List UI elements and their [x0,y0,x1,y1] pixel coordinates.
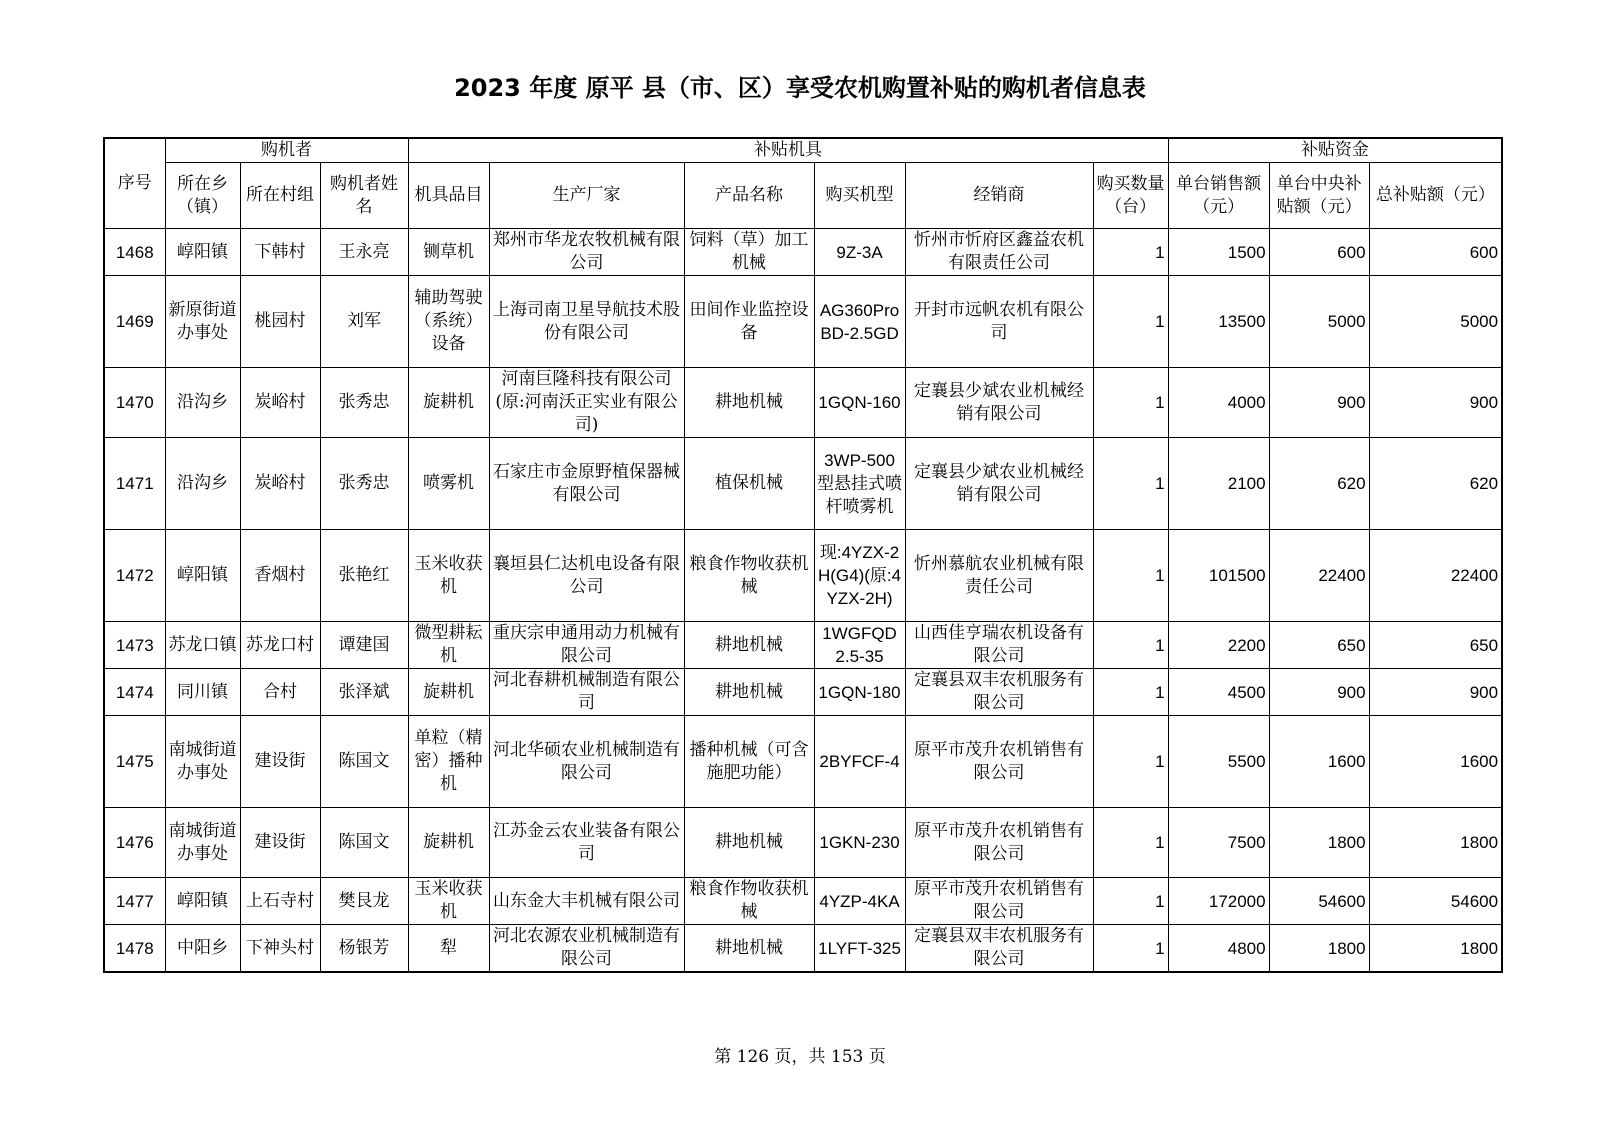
cell-maker: 河北华硕农业机械制造有限公司 [489,716,684,808]
cell-seq: 1473 [104,622,165,669]
cell-maker: 郑州市华龙农牧机械有限公司 [489,229,684,276]
cell-dealer: 原平市茂升农机销售有限公司 [905,808,1093,878]
cell-maker: 河南巨隆科技有限公司(原:河南沃正实业有限公司) [489,368,684,438]
cell-qty: 1 [1093,276,1168,368]
header-name: 购机者姓名 [320,163,408,229]
cell-maker: 重庆宗申通用动力机械有限公司 [489,622,684,669]
cell-name: 陈国文 [320,808,408,878]
cell-total: 650 [1369,622,1502,669]
header-price: 单台销售额（元） [1168,163,1269,229]
cell-total: 600 [1369,229,1502,276]
cell-model: 1GQN-160 [814,368,905,438]
cell-dealer: 忻州慕航农业机械有限责任公司 [905,530,1093,622]
cell-village: 下韩村 [240,229,320,276]
cell-product: 耕地机械 [684,622,814,669]
header-product: 产品名称 [684,163,814,229]
cell-maker: 河北农源农业机械制造有限公司 [489,925,684,973]
cell-name: 张艳红 [320,530,408,622]
cell-seq: 1468 [104,229,165,276]
cell-total: 620 [1369,438,1502,530]
cell-central: 900 [1269,669,1369,716]
header-town: 所在乡（镇） [165,163,240,229]
group-fund: 补贴资金 [1168,138,1502,163]
cell-village: 下神头村 [240,925,320,973]
table-row [104,669,1502,716]
page-title: 2023 年度 原平 县（市、区）享受农机购置补贴的购机者信息表 [454,74,1146,102]
cell-model: 1GKN-230 [814,808,905,878]
cell-village: 香烟村 [240,530,320,622]
cell-model: 1WGFQD2.5-35 [814,622,905,669]
cell-category: 犁 [408,925,489,973]
cell-name: 张秀忠 [320,368,408,438]
cell-category: 辅助驾驶（系统）设备 [408,276,489,368]
cell-model: 9Z-3A [814,229,905,276]
header-model: 购买机型 [814,163,905,229]
cell-price: 2200 [1168,622,1269,669]
cell-product: 粮食作物收获机械 [684,878,814,925]
cell-name: 王永亮 [320,229,408,276]
cell-price: 4000 [1168,368,1269,438]
cell-product: 植保机械 [684,438,814,530]
cell-total: 22400 [1369,530,1502,622]
cell-qty: 1 [1093,438,1168,530]
cell-total: 5000 [1369,276,1502,368]
header-maker: 生产厂家 [489,163,684,229]
cell-model: 1LYFT-325 [814,925,905,973]
cell-price: 4800 [1168,925,1269,973]
cell-total: 900 [1369,368,1502,438]
table-row [104,622,1502,669]
cell-dealer: 定襄县少斌农业机械经销有限公司 [905,368,1093,438]
cell-name: 张泽斌 [320,669,408,716]
cell-category: 玉米收获机 [408,530,489,622]
header-total: 总补贴额（元） [1369,163,1502,229]
group-machine: 补贴机具 [408,138,1168,163]
cell-product: 粮食作物收获机械 [684,530,814,622]
cell-price: 5500 [1168,716,1269,808]
cell-qty: 1 [1093,925,1168,973]
cell-product: 田间作业监控设备 [684,276,814,368]
cell-town: 崞阳镇 [165,229,240,276]
cell-model: 现:4YZX-2H(G4)(原:4YZX-2H) [814,530,905,622]
cell-village: 建设街 [240,808,320,878]
cell-name: 陈国文 [320,716,408,808]
cell-qty: 1 [1093,808,1168,878]
cell-product: 耕地机械 [684,925,814,973]
cell-maker: 襄垣县仁达机电设备有限公司 [489,530,684,622]
header-qty: 购买数量（台） [1093,163,1168,229]
cell-maker: 上海司南卫星导航技术股份有限公司 [489,276,684,368]
cell-product: 耕地机械 [684,368,814,438]
cell-category: 铡草机 [408,229,489,276]
cell-central: 1600 [1269,716,1369,808]
cell-central: 5000 [1269,276,1369,368]
cell-central: 1800 [1269,808,1369,878]
buyer-info-table [103,137,1503,973]
cell-category: 旋耕机 [408,368,489,438]
cell-town: 南城街道办事处 [165,716,240,808]
cell-village: 合村 [240,669,320,716]
cell-seq: 1477 [104,878,165,925]
cell-total: 54600 [1369,878,1502,925]
cell-qty: 1 [1093,229,1168,276]
cell-dealer: 定襄县双丰农机服务有限公司 [905,925,1093,973]
cell-village: 苏龙口村 [240,622,320,669]
cell-price: 101500 [1168,530,1269,622]
cell-total: 900 [1369,669,1502,716]
cell-village: 上石寺村 [240,878,320,925]
cell-dealer: 原平市茂升农机销售有限公司 [905,878,1093,925]
cell-price: 4500 [1168,669,1269,716]
cell-maker: 江苏金云农业装备有限公司 [489,808,684,878]
cell-central: 1800 [1269,925,1369,973]
cell-dealer: 定襄县少斌农业机械经销有限公司 [905,438,1093,530]
cell-maker: 石家庄市金原野植保器械有限公司 [489,438,684,530]
cell-total: 1800 [1369,808,1502,878]
table-row [104,925,1502,973]
cell-name: 樊艮龙 [320,878,408,925]
cell-total: 1800 [1369,925,1502,973]
cell-product: 耕地机械 [684,808,814,878]
cell-town: 南城街道办事处 [165,808,240,878]
cell-model: AG360ProBD-2.5GD [814,276,905,368]
cell-village: 炭峪村 [240,438,320,530]
cell-central: 900 [1269,368,1369,438]
cell-category: 微型耕耘机 [408,622,489,669]
cell-model: 1GQN-180 [814,669,905,716]
cell-town: 同川镇 [165,669,240,716]
cell-category: 旋耕机 [408,669,489,716]
cell-central: 54600 [1269,878,1369,925]
cell-town: 苏龙口镇 [165,622,240,669]
cell-price: 2100 [1168,438,1269,530]
cell-name: 张秀忠 [320,438,408,530]
cell-model: 2BYFCF-4 [814,716,905,808]
cell-dealer: 定襄县双丰农机服务有限公司 [905,669,1093,716]
cell-central: 650 [1269,622,1369,669]
cell-town: 中阳乡 [165,925,240,973]
header-dealer: 经销商 [905,163,1093,229]
header-village: 所在村组 [240,163,320,229]
header-central: 单台中央补贴额（元） [1269,163,1369,229]
cell-village: 建设街 [240,716,320,808]
cell-name: 刘军 [320,276,408,368]
cell-seq: 1475 [104,716,165,808]
table-row [104,878,1502,925]
cell-price: 1500 [1168,229,1269,276]
table-row [104,438,1502,530]
table-row [104,808,1502,878]
cell-central: 22400 [1269,530,1369,622]
cell-name: 杨银芳 [320,925,408,973]
cell-seq: 1470 [104,368,165,438]
cell-qty: 1 [1093,669,1168,716]
table-row [104,368,1502,438]
cell-seq: 1478 [104,925,165,973]
header-seq: 序号 [104,138,165,229]
cell-price: 172000 [1168,878,1269,925]
cell-maker: 山东金大丰机械有限公司 [489,878,684,925]
cell-seq: 1474 [104,669,165,716]
table-row [104,530,1502,622]
header-category: 机具品目 [408,163,489,229]
cell-seq: 1469 [104,276,165,368]
cell-qty: 1 [1093,878,1168,925]
cell-price: 7500 [1168,808,1269,878]
cell-category: 喷雾机 [408,438,489,530]
cell-qty: 1 [1093,622,1168,669]
cell-town: 新原街道办事处 [165,276,240,368]
cell-seq: 1471 [104,438,165,530]
group-buyer: 购机者 [165,138,408,163]
cell-product: 耕地机械 [684,669,814,716]
cell-product: 饲料（草）加工机械 [684,229,814,276]
cell-maker: 河北春耕机械制造有限公司 [489,669,684,716]
page-footer: 第 126 页，共 153 页 [714,1047,886,1067]
cell-dealer: 忻州市忻府区鑫益农机有限责任公司 [905,229,1093,276]
cell-price: 13500 [1168,276,1269,368]
cell-qty: 1 [1093,716,1168,808]
cell-town: 沿沟乡 [165,438,240,530]
cell-town: 崞阳镇 [165,530,240,622]
cell-category: 单粒（精密）播种机 [408,716,489,808]
cell-dealer: 开封市远帆农机有限公司 [905,276,1093,368]
cell-model: 3WP-500型悬挂式喷杆喷雾机 [814,438,905,530]
table-row [104,276,1502,368]
table-row [104,229,1502,276]
cell-seq: 1476 [104,808,165,878]
cell-town: 沿沟乡 [165,368,240,438]
cell-name: 谭建国 [320,622,408,669]
cell-category: 旋耕机 [408,808,489,878]
cell-seq: 1472 [104,530,165,622]
cell-dealer: 山西佳亨瑞农机设备有限公司 [905,622,1093,669]
cell-category: 玉米收获机 [408,878,489,925]
table-body [104,229,1502,973]
cell-central: 600 [1269,229,1369,276]
cell-central: 620 [1269,438,1369,530]
cell-village: 桃园村 [240,276,320,368]
cell-qty: 1 [1093,368,1168,438]
cell-product: 播种机械（可含施肥功能） [684,716,814,808]
cell-total: 1600 [1369,716,1502,808]
cell-model: 4YZP-4KA [814,878,905,925]
cell-village: 炭峪村 [240,368,320,438]
cell-dealer: 原平市茂升农机销售有限公司 [905,716,1093,808]
cell-qty: 1 [1093,530,1168,622]
cell-town: 崞阳镇 [165,878,240,925]
table-row [104,716,1502,808]
